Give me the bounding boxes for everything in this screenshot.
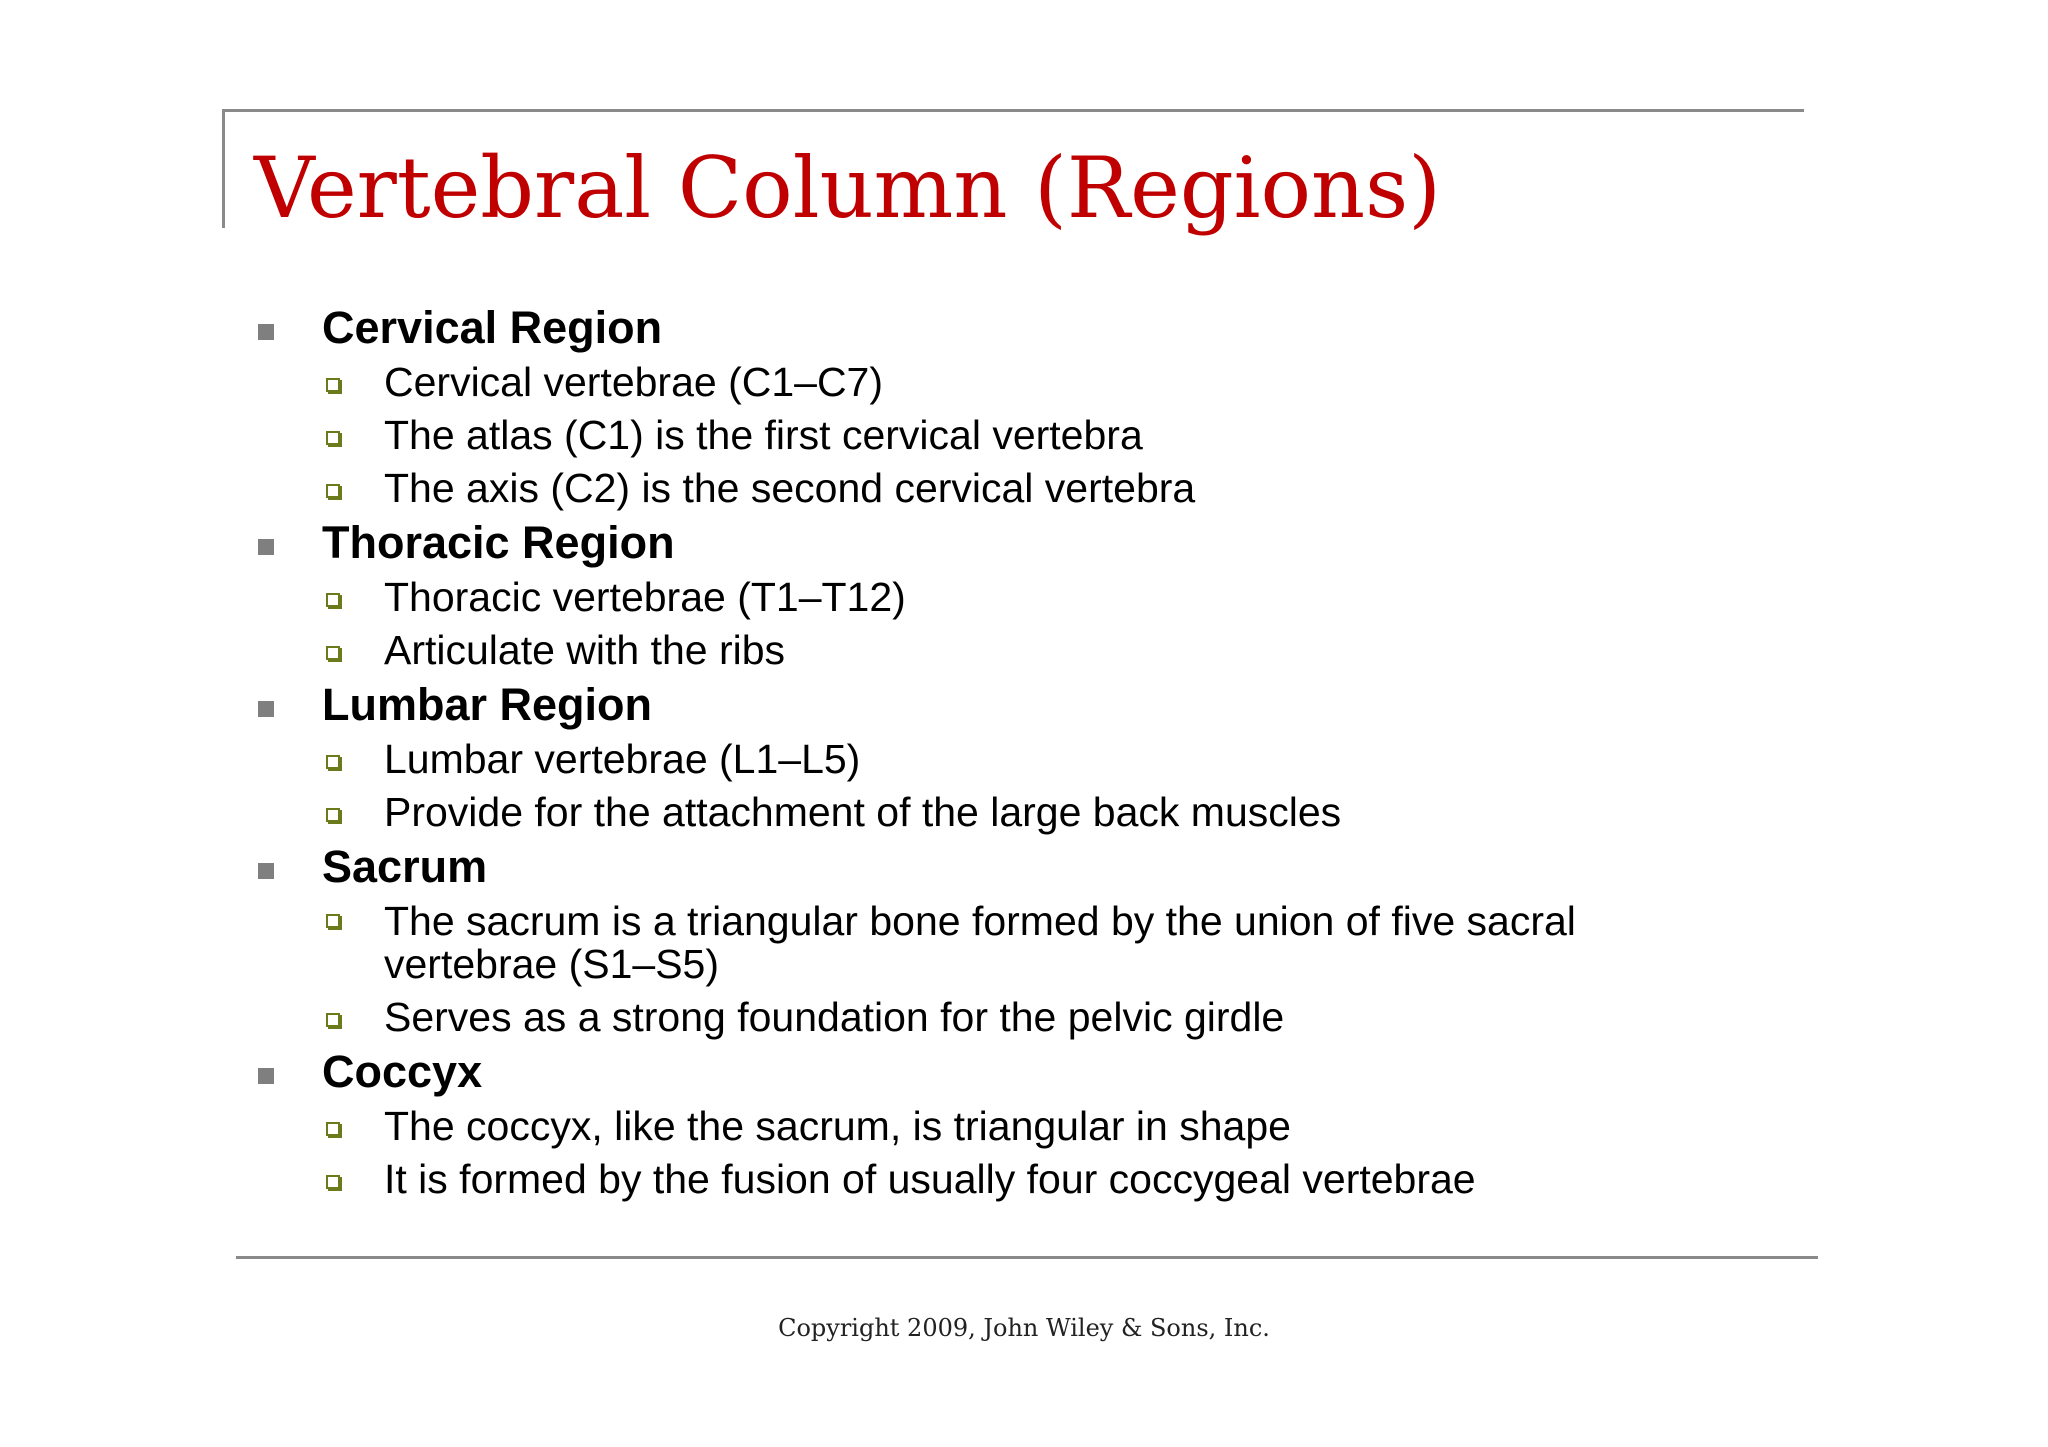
section-heading-text: Coccyx (322, 1046, 483, 1097)
section-heading (256, 300, 1716, 356)
square-bullet-icon (258, 701, 274, 717)
list-item-text: Serves as a strong foundation for the pelvic girdle (384, 994, 1285, 1040)
checkbox-bullet-icon (326, 646, 340, 660)
checkbox-bullet-icon (326, 1175, 340, 1189)
list-item-text: Provide for the attachment of the large back muscles (384, 789, 1342, 835)
checkbox-bullet-icon (326, 914, 340, 928)
section-heading (256, 839, 1716, 895)
section-lumbar-region (256, 677, 1716, 839)
slide-title: Vertebral Column (Regions) (254, 139, 1442, 237)
square-bullet-icon (258, 324, 274, 340)
title-top-rule (222, 109, 1804, 112)
list-item-text: Articulate with the ribs (384, 627, 786, 673)
section-heading (256, 677, 1716, 733)
section-heading-text: Cervical Region (322, 302, 663, 353)
footer-rule (236, 1256, 1818, 1259)
list-item (256, 733, 1716, 786)
section-heading-text: Lumbar Region (322, 679, 653, 730)
list-item (256, 1100, 1716, 1153)
section-sacrum (256, 839, 1716, 1044)
list-item-text: The atlas (C1) is the first cervical vertebra (384, 412, 1143, 458)
checkbox-bullet-icon (326, 378, 340, 392)
checkbox-bullet-icon (326, 755, 340, 769)
section-heading-text: Thoracic Region (322, 517, 675, 568)
square-bullet-icon (258, 1068, 274, 1084)
section-coccyx (256, 1044, 1716, 1206)
list-item (256, 409, 1716, 462)
checkbox-bullet-icon (326, 1013, 340, 1027)
list-item-text: Lumbar vertebrae (L1–L5) (384, 736, 861, 782)
title-left-rule (222, 109, 225, 228)
square-bullet-icon (258, 863, 274, 879)
list-item (256, 895, 1716, 991)
list-item (256, 462, 1716, 515)
checkbox-bullet-icon (326, 431, 340, 445)
list-item (256, 571, 1716, 624)
list-item-text: The axis (C2) is the second cervical vertebra (384, 465, 1196, 511)
section-cervical-region (256, 300, 1716, 515)
list-item (256, 1153, 1716, 1206)
list-item (256, 356, 1716, 409)
section-heading (256, 1044, 1716, 1100)
section-heading-text: Sacrum (322, 841, 488, 892)
list-item (256, 991, 1716, 1044)
checkbox-bullet-icon (326, 484, 340, 498)
checkbox-bullet-icon (326, 808, 340, 822)
bullet-list (256, 300, 1716, 1206)
list-item (256, 786, 1716, 839)
list-item-text: The sacrum is a triangular bone formed by the union of five sacral vertebrae (S1–S5) (384, 898, 1576, 987)
section-heading (256, 515, 1716, 571)
list-item-text: The coccyx, like the sacrum, is triangular in shape (384, 1103, 1291, 1149)
copyright-text: Copyright 2009, John Wiley & Sons, Inc. (778, 1314, 1270, 1342)
list-item-text: It is formed by the fusion of usually four coccygeal vertebrae (384, 1156, 1476, 1202)
list-item-text: Thoracic vertebrae (T1–T12) (384, 574, 906, 620)
section-thoracic-region (256, 515, 1716, 677)
checkbox-bullet-icon (326, 593, 340, 607)
list-item-text: Cervical vertebrae (C1–C7) (384, 359, 884, 405)
list-item (256, 624, 1716, 677)
checkbox-bullet-icon (326, 1122, 340, 1136)
square-bullet-icon (258, 539, 274, 555)
